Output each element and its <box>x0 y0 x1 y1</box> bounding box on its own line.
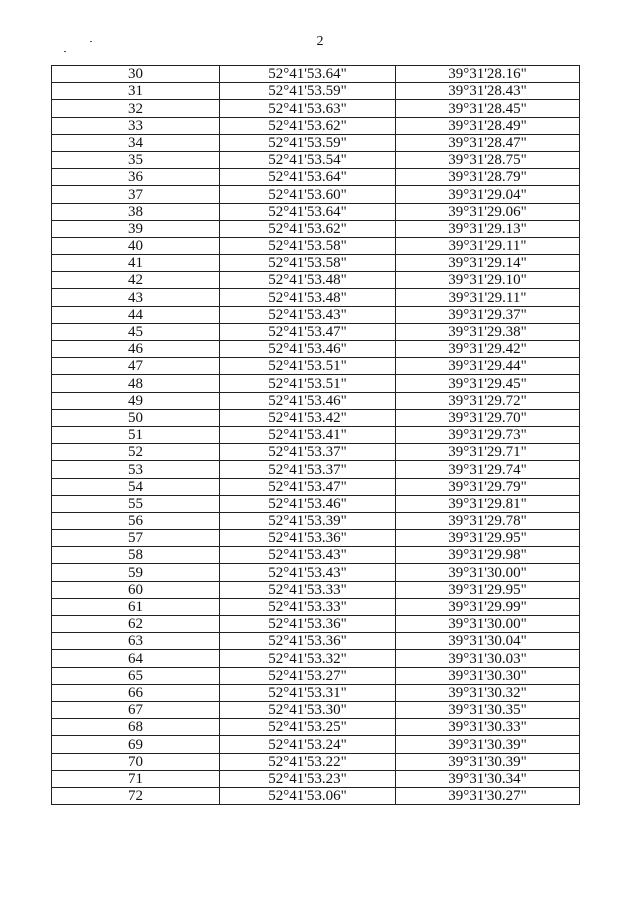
table-row <box>52 616 580 633</box>
longitude-cell: 39°31'30.04" <box>396 633 580 650</box>
longitude-cell: 39°31'30.39" <box>396 736 580 753</box>
latitude-cell: 52°41'53.58" <box>220 255 396 272</box>
point-number-cell: 37 <box>52 186 220 203</box>
longitude-cell: 39°31'29.45" <box>396 375 580 392</box>
latitude-cell: 52°41'53.59" <box>220 83 396 100</box>
longitude-cell: 39°31'29.37" <box>396 306 580 323</box>
latitude-cell: 52°41'53.46" <box>220 341 396 358</box>
longitude-cell: 39°31'28.47" <box>396 134 580 151</box>
latitude-cell: 52°41'53.30" <box>220 701 396 718</box>
table-row <box>52 650 580 667</box>
latitude-cell: 52°41'53.27" <box>220 667 396 684</box>
longitude-cell: 39°31'29.10" <box>396 272 580 289</box>
table-row <box>52 478 580 495</box>
latitude-cell: 52°41'53.64" <box>220 66 396 83</box>
table-row <box>52 117 580 134</box>
longitude-cell: 39°31'28.75" <box>396 151 580 168</box>
latitude-cell: 52°41'53.48" <box>220 289 396 306</box>
point-number-cell: 56 <box>52 512 220 529</box>
latitude-cell: 52°41'53.36" <box>220 616 396 633</box>
table-row <box>52 444 580 461</box>
table-row <box>52 736 580 753</box>
table-row <box>52 186 580 203</box>
coordinates-table <box>51 65 580 805</box>
latitude-cell: 52°41'53.51" <box>220 375 396 392</box>
coordinates-table-body <box>52 66 580 805</box>
longitude-cell: 39°31'30.32" <box>396 684 580 701</box>
scan-speck <box>64 51 66 52</box>
latitude-cell: 52°41'53.42" <box>220 409 396 426</box>
latitude-cell: 52°41'53.24" <box>220 736 396 753</box>
table-row <box>52 409 580 426</box>
table-row <box>52 633 580 650</box>
table-row <box>52 512 580 529</box>
longitude-cell: 39°31'29.95" <box>396 530 580 547</box>
point-number-cell: 33 <box>52 117 220 134</box>
table-row <box>52 237 580 254</box>
longitude-cell: 39°31'29.44" <box>396 358 580 375</box>
point-number-cell: 48 <box>52 375 220 392</box>
point-number-cell: 68 <box>52 719 220 736</box>
longitude-cell: 39°31'28.16" <box>396 66 580 83</box>
latitude-cell: 52°41'53.43" <box>220 306 396 323</box>
table-row <box>52 341 580 358</box>
latitude-cell: 52°41'53.36" <box>220 633 396 650</box>
longitude-cell: 39°31'29.98" <box>396 547 580 564</box>
latitude-cell: 52°41'53.22" <box>220 753 396 770</box>
longitude-cell: 39°31'30.39" <box>396 753 580 770</box>
point-number-cell: 41 <box>52 255 220 272</box>
point-number-cell: 72 <box>52 787 220 804</box>
point-number-cell: 70 <box>52 753 220 770</box>
latitude-cell: 52°41'53.64" <box>220 203 396 220</box>
latitude-cell: 52°41'53.43" <box>220 547 396 564</box>
table-row <box>52 392 580 409</box>
table-row <box>52 66 580 83</box>
longitude-cell: 39°31'29.70" <box>396 409 580 426</box>
table-row <box>52 272 580 289</box>
point-number-cell: 40 <box>52 237 220 254</box>
table-row <box>52 547 580 564</box>
point-number-cell: 34 <box>52 134 220 151</box>
longitude-cell: 39°31'28.45" <box>396 100 580 117</box>
table-row <box>52 306 580 323</box>
table-row <box>52 719 580 736</box>
latitude-cell: 52°41'53.64" <box>220 169 396 186</box>
table-row <box>52 83 580 100</box>
longitude-cell: 39°31'28.79" <box>396 169 580 186</box>
scan-speck <box>90 41 92 42</box>
point-number-cell: 59 <box>52 564 220 581</box>
table-row <box>52 495 580 512</box>
longitude-cell: 39°31'30.33" <box>396 719 580 736</box>
longitude-cell: 39°31'30.34" <box>396 770 580 787</box>
point-number-cell: 63 <box>52 633 220 650</box>
point-number-cell: 31 <box>52 83 220 100</box>
point-number-cell: 57 <box>52 530 220 547</box>
latitude-cell: 52°41'53.58" <box>220 237 396 254</box>
latitude-cell: 52°41'53.62" <box>220 220 396 237</box>
table-row <box>52 100 580 117</box>
longitude-cell: 39°31'29.71" <box>396 444 580 461</box>
point-number-cell: 58 <box>52 547 220 564</box>
longitude-cell: 39°31'29.14" <box>396 255 580 272</box>
point-number-cell: 67 <box>52 701 220 718</box>
latitude-cell: 52°41'53.46" <box>220 495 396 512</box>
point-number-cell: 30 <box>52 66 220 83</box>
point-number-cell: 46 <box>52 341 220 358</box>
latitude-cell: 52°41'53.60" <box>220 186 396 203</box>
latitude-cell: 52°41'53.06" <box>220 787 396 804</box>
longitude-cell: 39°31'29.11" <box>396 237 580 254</box>
longitude-cell: 39°31'29.79" <box>396 478 580 495</box>
table-row <box>52 134 580 151</box>
point-number-cell: 47 <box>52 358 220 375</box>
longitude-cell: 39°31'29.74" <box>396 461 580 478</box>
latitude-cell: 52°41'53.62" <box>220 117 396 134</box>
page-number: 2 <box>316 34 324 49</box>
longitude-cell: 39°31'29.06" <box>396 203 580 220</box>
point-number-cell: 32 <box>52 100 220 117</box>
latitude-cell: 52°41'53.33" <box>220 581 396 598</box>
latitude-cell: 52°41'53.37" <box>220 444 396 461</box>
table-row <box>52 701 580 718</box>
point-number-cell: 38 <box>52 203 220 220</box>
point-number-cell: 35 <box>52 151 220 168</box>
point-number-cell: 52 <box>52 444 220 461</box>
latitude-cell: 52°41'53.54" <box>220 151 396 168</box>
latitude-cell: 52°41'53.37" <box>220 461 396 478</box>
point-number-cell: 66 <box>52 684 220 701</box>
latitude-cell: 52°41'53.63" <box>220 100 396 117</box>
point-number-cell: 60 <box>52 581 220 598</box>
longitude-cell: 39°31'30.30" <box>396 667 580 684</box>
longitude-cell: 39°31'29.04" <box>396 186 580 203</box>
longitude-cell: 39°31'29.95" <box>396 581 580 598</box>
longitude-cell: 39°31'29.11" <box>396 289 580 306</box>
latitude-cell: 52°41'53.33" <box>220 598 396 615</box>
latitude-cell: 52°41'53.25" <box>220 719 396 736</box>
point-number-cell: 71 <box>52 770 220 787</box>
table-row <box>52 667 580 684</box>
point-number-cell: 55 <box>52 495 220 512</box>
longitude-cell: 39°31'29.73" <box>396 426 580 443</box>
table-row <box>52 151 580 168</box>
table-row <box>52 220 580 237</box>
table-row <box>52 323 580 340</box>
longitude-cell: 39°31'29.42" <box>396 341 580 358</box>
latitude-cell: 52°41'53.36" <box>220 530 396 547</box>
table-row <box>52 358 580 375</box>
table-row <box>52 530 580 547</box>
point-number-cell: 62 <box>52 616 220 633</box>
longitude-cell: 39°31'30.00" <box>396 616 580 633</box>
table-row <box>52 289 580 306</box>
table-row <box>52 255 580 272</box>
latitude-cell: 52°41'53.47" <box>220 478 396 495</box>
longitude-cell: 39°31'30.27" <box>396 787 580 804</box>
latitude-cell: 52°41'53.23" <box>220 770 396 787</box>
table-row <box>52 753 580 770</box>
longitude-cell: 39°31'29.13" <box>396 220 580 237</box>
longitude-cell: 39°31'29.72" <box>396 392 580 409</box>
point-number-cell: 69 <box>52 736 220 753</box>
point-number-cell: 39 <box>52 220 220 237</box>
table-row <box>52 770 580 787</box>
latitude-cell: 52°41'53.31" <box>220 684 396 701</box>
point-number-cell: 36 <box>52 169 220 186</box>
table-row <box>52 169 580 186</box>
table-row <box>52 684 580 701</box>
table-row <box>52 461 580 478</box>
latitude-cell: 52°41'53.43" <box>220 564 396 581</box>
table-row <box>52 581 580 598</box>
longitude-cell: 39°31'28.43" <box>396 83 580 100</box>
longitude-cell: 39°31'30.03" <box>396 650 580 667</box>
longitude-cell: 39°31'29.81" <box>396 495 580 512</box>
point-number-cell: 65 <box>52 667 220 684</box>
latitude-cell: 52°41'53.48" <box>220 272 396 289</box>
latitude-cell: 52°41'53.32" <box>220 650 396 667</box>
point-number-cell: 61 <box>52 598 220 615</box>
latitude-cell: 52°41'53.47" <box>220 323 396 340</box>
latitude-cell: 52°41'53.39" <box>220 512 396 529</box>
latitude-cell: 52°41'53.41" <box>220 426 396 443</box>
table-row <box>52 203 580 220</box>
table-row <box>52 598 580 615</box>
point-number-cell: 42 <box>52 272 220 289</box>
table-row <box>52 375 580 392</box>
table-row <box>52 426 580 443</box>
point-number-cell: 64 <box>52 650 220 667</box>
point-number-cell: 51 <box>52 426 220 443</box>
point-number-cell: 49 <box>52 392 220 409</box>
longitude-cell: 39°31'30.00" <box>396 564 580 581</box>
latitude-cell: 52°41'53.46" <box>220 392 396 409</box>
point-number-cell: 45 <box>52 323 220 340</box>
longitude-cell: 39°31'29.99" <box>396 598 580 615</box>
longitude-cell: 39°31'29.38" <box>396 323 580 340</box>
longitude-cell: 39°31'29.78" <box>396 512 580 529</box>
longitude-cell: 39°31'28.49" <box>396 117 580 134</box>
point-number-cell: 54 <box>52 478 220 495</box>
point-number-cell: 43 <box>52 289 220 306</box>
point-number-cell: 53 <box>52 461 220 478</box>
longitude-cell: 39°31'30.35" <box>396 701 580 718</box>
latitude-cell: 52°41'53.51" <box>220 358 396 375</box>
point-number-cell: 44 <box>52 306 220 323</box>
latitude-cell: 52°41'53.59" <box>220 134 396 151</box>
point-number-cell: 50 <box>52 409 220 426</box>
table-row <box>52 787 580 804</box>
table-row <box>52 564 580 581</box>
